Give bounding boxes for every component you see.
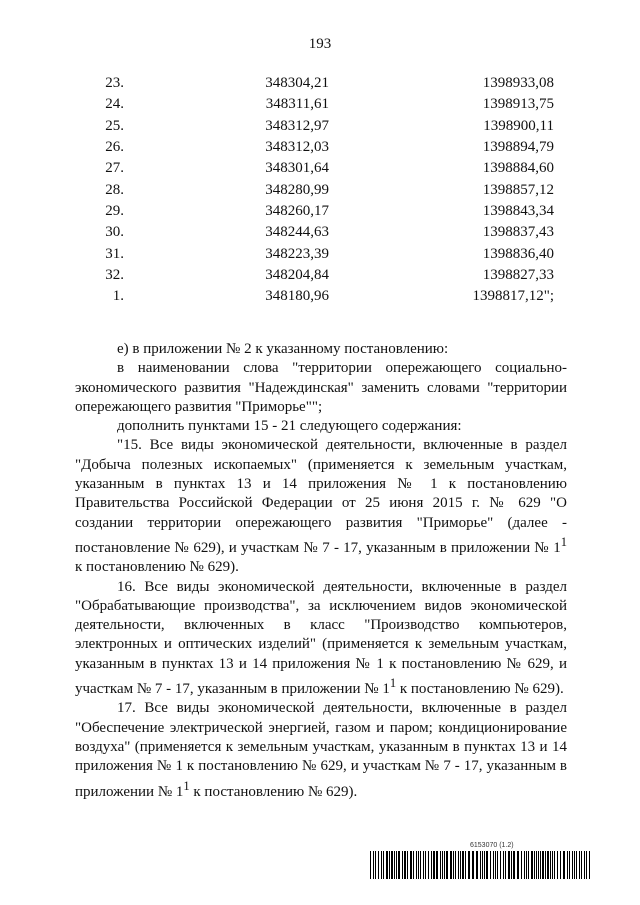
barcode-image	[370, 851, 590, 879]
barcode-bar	[545, 851, 546, 879]
barcode-bar	[554, 851, 555, 879]
barcode-bar	[589, 851, 590, 879]
barcode-bar	[534, 851, 535, 879]
x-coordinate: 348304,21	[265, 75, 329, 92]
barcode-bar	[576, 851, 577, 879]
coordinate-row	[72, 201, 554, 222]
paragraph-item-15	[75, 436, 567, 577]
coordinate-row	[72, 137, 554, 158]
coordinate-row	[72, 94, 554, 115]
x-coordinate: 348260,17	[265, 202, 329, 219]
barcode-bar	[531, 851, 533, 879]
paragraph-rename: в наименовании слова "территории опережающего социально-экономического развития "Надеждинская" заменить словами "территории опережающего развития "Приморье"";	[75, 360, 567, 415]
barcode-bar	[524, 851, 525, 879]
barcode-bar	[472, 851, 474, 879]
y-coordinate: 1398900,11	[483, 117, 554, 134]
barcode-bar	[521, 851, 522, 879]
document-body	[75, 340, 567, 802]
item-16-text: 16. Все виды экономической деятельности, включенные в раздел "Обрабатывающие производства", за исключением видов экономической деятельности, включенных в класс "Производство компьютеров, электронных и оптических изделий" (применяется к земельным участкам, указанным в пунктах 13 и 14 приложения № 1 к постановлению № 629, и участкам № 7 - 17, указанным в приложении № 1	[75, 578, 567, 698]
point-number: 28.	[105, 181, 124, 198]
barcode-bar	[584, 851, 585, 879]
y-coordinate: 1398827,33	[482, 266, 554, 283]
barcode-bar	[495, 851, 496, 879]
barcode-bar	[391, 851, 393, 879]
barcode-bar	[455, 851, 456, 879]
barcode-bar	[540, 851, 541, 879]
barcode-bar	[550, 851, 551, 879]
item-16-superscript: 1	[389, 676, 397, 691]
barcode-bar	[450, 851, 452, 879]
barcode-bar	[567, 851, 568, 879]
barcode-bar	[394, 851, 395, 879]
barcode-bar	[557, 851, 558, 879]
y-coordinate: 1398913,75	[482, 96, 554, 113]
y-coordinate: 1398884,60	[482, 160, 554, 177]
x-coordinate: 348311,61	[265, 96, 329, 113]
barcode-bar	[396, 851, 397, 879]
barcode-bar	[460, 851, 461, 879]
barcode-bar	[500, 851, 501, 879]
coordinate-row	[72, 286, 554, 307]
barcode-bar	[569, 851, 570, 879]
barcode-bar	[511, 851, 512, 879]
barcode-bar	[410, 851, 412, 879]
barcode-bar	[378, 851, 379, 879]
x-coordinate: 348223,39	[265, 245, 329, 262]
barcode-bar	[497, 851, 498, 879]
barcode-bar	[465, 851, 466, 879]
barcode-bar	[579, 851, 580, 879]
x-coordinate: 348312,97	[265, 117, 329, 134]
y-coordinate: 1398857,12	[482, 181, 554, 198]
barcode-bar	[381, 851, 382, 879]
barcode-bar	[586, 851, 587, 879]
item-15-tail: к постановлению № 629).	[75, 559, 239, 576]
point-number: 30.	[105, 224, 124, 241]
barcode-bar	[526, 851, 527, 879]
barcode-bar	[480, 851, 481, 879]
barcode-bar	[517, 851, 519, 879]
barcode-bar	[370, 851, 371, 879]
barcode-bar	[458, 851, 459, 879]
barcode-bar	[462, 851, 464, 879]
coordinate-row	[72, 243, 554, 264]
x-coordinate: 348180,96	[265, 288, 329, 305]
point-number: 29.	[105, 202, 124, 219]
barcode-bar	[538, 851, 539, 879]
paragraph-add-items: дополнить пунктами 15 - 21 следующего содержания:	[117, 418, 462, 435]
x-coordinate: 348204,84	[265, 266, 329, 283]
point-number: 24.	[105, 96, 124, 113]
x-coordinate: 348280,99	[265, 181, 329, 198]
item-15-superscript: 1	[560, 534, 567, 549]
barcode-bar	[416, 851, 417, 879]
barcode-bar	[453, 851, 454, 879]
barcode-bar	[442, 851, 443, 879]
coordinates-table	[72, 73, 554, 307]
barcode-bar	[572, 851, 573, 879]
barcode-bar	[402, 851, 403, 879]
barcode-bar	[428, 851, 429, 879]
paragraph-item-16	[75, 578, 567, 700]
coordinate-row	[72, 73, 554, 94]
barcode-bar	[433, 851, 435, 879]
barcode-bar	[389, 851, 390, 879]
barcode-bar	[482, 851, 483, 879]
barcode-bar	[503, 851, 504, 879]
barcode-bar	[375, 851, 376, 879]
barcode-bar	[407, 851, 408, 879]
barcode-bar	[431, 851, 432, 879]
barcode-bar	[423, 851, 424, 879]
point-number: 31.	[105, 245, 124, 262]
item-16-tail: к постановлению № 629).	[396, 681, 564, 698]
coordinates-table-body	[72, 73, 554, 307]
barcode-bar	[563, 851, 565, 879]
barcode-bar	[404, 851, 406, 879]
point-number: 26.	[105, 139, 124, 156]
point-number: 1.	[112, 288, 124, 305]
barcode-bar	[536, 851, 537, 879]
barcode-bar	[547, 851, 549, 879]
item-15-text: "15. Все виды экономической деятельности, включенные в раздел "Добыча полезных ископаемых" (применяется к земельным участкам, указанным в пунктах 13 и 14 приложения № 1 к постановлению Правительства Российской Федерации от 25 июня 2015 г. № 629 "О создании территории опережающего развития "Приморье" (далее - постановление № 629), и участкам № 7 - 17, указанным в приложении № 1	[75, 437, 567, 556]
barcode-bar	[468, 851, 470, 879]
y-coordinate: 1398837,43	[482, 224, 554, 241]
barcode-bar	[418, 851, 419, 879]
barcode-bar	[436, 851, 438, 879]
barcode-bar	[574, 851, 575, 879]
paragraph-item-17	[75, 699, 567, 801]
document-code: 6153070 (1.2)	[470, 842, 514, 849]
barcode-bar	[444, 851, 445, 879]
barcode-bar	[425, 851, 426, 879]
barcode-bar	[490, 851, 491, 879]
page-number: 193	[308, 36, 332, 52]
item-17-superscript: 1	[183, 778, 190, 793]
barcode-bar	[508, 851, 510, 879]
barcode-bar	[420, 851, 421, 879]
barcode-bar	[484, 851, 485, 879]
y-coordinate: 1398894,79	[482, 139, 554, 156]
y-coordinate: 1398933,08	[482, 75, 554, 92]
barcode-bar	[398, 851, 400, 879]
barcode-bar	[552, 851, 553, 879]
point-number: 32.	[105, 266, 124, 283]
barcode-bar	[542, 851, 544, 879]
barcode-bar	[528, 851, 529, 879]
barcode-bar	[486, 851, 488, 879]
coordinate-row	[72, 222, 554, 243]
y-coordinate: 1398836,40	[482, 245, 554, 262]
item-17-tail: к постановлению № 629).	[189, 783, 358, 800]
barcode-bar	[386, 851, 388, 879]
barcode-bar	[581, 851, 582, 879]
y-coordinate: 1398817,12";	[472, 288, 554, 305]
y-coordinate: 1398843,34	[482, 202, 554, 219]
coordinate-row	[72, 158, 554, 179]
point-number: 27.	[105, 160, 124, 177]
coordinate-row	[72, 116, 554, 137]
barcode-bar	[505, 851, 506, 879]
x-coordinate: 348301,64	[265, 160, 329, 177]
barcode-bar	[493, 851, 494, 879]
coordinate-row	[72, 179, 554, 200]
barcode-bar	[373, 851, 374, 879]
coordinate-row	[72, 265, 554, 286]
barcode-bar	[446, 851, 448, 879]
paragraph-e: е) в приложении № 2 к указанному постановлению:	[117, 341, 449, 357]
barcode-bar	[440, 851, 441, 879]
x-coordinate: 348312,03	[265, 139, 329, 156]
barcode-bar	[413, 851, 414, 879]
item-17-text: 17. Все виды экономической деятельности, включенные в раздел "Обеспечение электрической энергией, газом и паром; кондиционирование воздуха" (применяется к земельным участкам, указанным в пунктах 13 и 14 приложения № 1 к постановлению № 629, и участкам № 7 - 17, указанным в приложении № 1	[75, 700, 567, 800]
point-number: 25.	[105, 117, 124, 134]
barcode-bar	[513, 851, 515, 879]
barcode-bar	[476, 851, 478, 879]
barcode-bar	[383, 851, 384, 879]
x-coordinate: 348244,63	[265, 224, 329, 241]
barcode-bar	[560, 851, 561, 879]
point-number: 23.	[105, 75, 124, 92]
